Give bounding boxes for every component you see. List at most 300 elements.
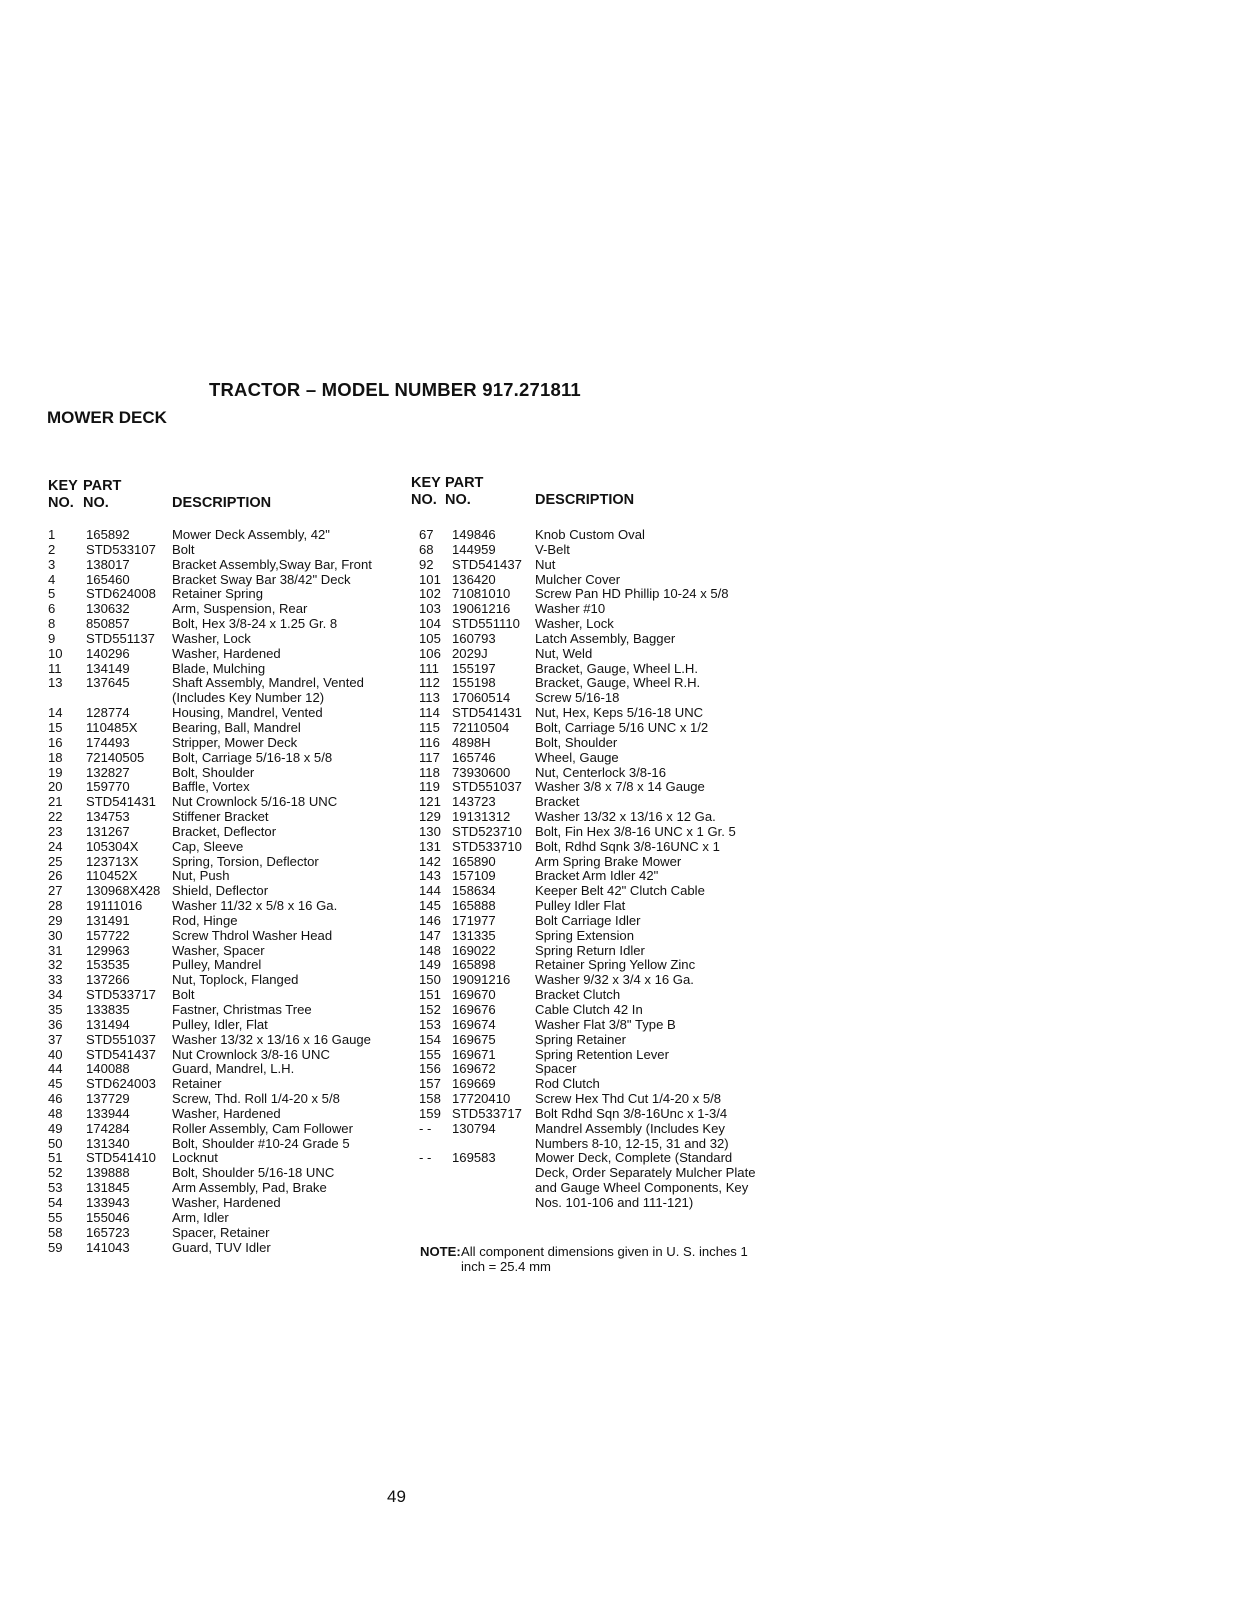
key-number: 26 — [48, 868, 63, 884]
table-row — [48, 973, 398, 988]
part-description: Bracket, Gauge, Wheel R.H. — [535, 675, 701, 691]
table-row — [419, 587, 759, 602]
part-description: Shaft Assembly, Mandrel, Vented (Includes Key Number 12) — [172, 675, 364, 706]
key-number: 25 — [48, 853, 63, 869]
description-header: DESCRIPTION — [172, 495, 272, 511]
part-description: Bolt — [172, 987, 195, 1003]
part-description: Nut Crownlock 5/16-18 UNC — [172, 794, 338, 810]
table-row — [48, 1151, 398, 1166]
part-number: 140088 — [86, 1061, 130, 1077]
table-row — [419, 810, 759, 825]
table-row — [419, 795, 759, 810]
part-description: Washer Flat 3/8" Type B — [535, 1016, 676, 1032]
part-number: 105304X — [86, 838, 139, 854]
table-row — [48, 1092, 398, 1107]
part-description: Cap, Sleeve — [172, 838, 244, 854]
key-number: 18 — [48, 749, 63, 765]
key-number: 154 — [419, 1031, 441, 1047]
part-number: 850857 — [86, 616, 130, 632]
part-description: Spacer — [535, 1061, 577, 1077]
part-number: 137266 — [86, 972, 130, 988]
key-number: 22 — [48, 809, 63, 825]
part-description: Washer 9/32 x 3/4 x 16 Ga. — [535, 972, 694, 988]
part-number: 171977 — [452, 912, 496, 928]
part-number: 19111016 — [86, 898, 143, 914]
part-number: 165746 — [452, 749, 496, 765]
table-row — [48, 662, 398, 677]
part-number: 169670 — [452, 987, 496, 1003]
part-description: V-Belt — [535, 541, 570, 557]
key-number: 3 — [48, 556, 56, 572]
part-number: 17060514 — [452, 690, 511, 706]
table-row — [419, 751, 759, 766]
table-row — [48, 1181, 398, 1196]
table-row — [48, 1107, 398, 1122]
part-description: Bolt, Carriage 5/16-18 x 5/8 — [172, 749, 333, 765]
key-number: 158 — [419, 1091, 441, 1107]
part-number: 130794 — [452, 1120, 496, 1136]
part-number: STD541437 — [452, 556, 522, 572]
part-description: Spring Retainer — [535, 1031, 626, 1047]
part-description: Spring, Torsion, Deflector — [172, 853, 319, 869]
table-row — [419, 825, 759, 840]
part-description: Arm Assembly, Pad, Brake — [172, 1180, 327, 1196]
table-row — [48, 855, 398, 870]
part-number: 133943 — [86, 1194, 130, 1210]
key-number: 149 — [419, 957, 441, 973]
part-description: Washer 13/32 x 13/16 x 16 Gauge — [172, 1031, 371, 1047]
key-number: 144 — [419, 883, 441, 899]
part-number: STD533717 — [86, 987, 156, 1003]
part-number: STD624008 — [86, 586, 156, 602]
table-row — [419, 1033, 759, 1048]
part-number: 131340 — [86, 1135, 130, 1151]
key-number: 13 — [48, 675, 63, 691]
key-header-no: NO. — [411, 492, 437, 508]
table-row — [419, 929, 759, 944]
part-description: Housing, Mandrel, Vented — [172, 705, 323, 721]
part-number: STD533107 — [86, 541, 156, 557]
part-number: 155046 — [86, 1209, 130, 1225]
part-number: STD533717 — [452, 1105, 522, 1121]
key-number: 46 — [48, 1091, 63, 1107]
key-number: 101 — [419, 571, 441, 587]
part-description: Screw Hex Thd Cut 1/4-20 x 5/8 — [535, 1091, 722, 1107]
key-number: 119 — [419, 779, 440, 795]
key-number: 6 — [48, 601, 56, 617]
part-number: STD551037 — [86, 1031, 156, 1047]
table-row — [419, 736, 759, 751]
key-header: KEY — [48, 478, 78, 494]
key-number: 5 — [48, 586, 56, 602]
table-row — [48, 676, 398, 706]
part-number: 73930600 — [452, 764, 511, 780]
part-description: Stiffener Bracket — [172, 809, 269, 825]
part-description: Bolt, Carriage 5/16 UNC x 1/2 — [535, 719, 709, 735]
table-row — [48, 573, 398, 588]
table-row — [48, 1196, 398, 1211]
table-row — [48, 988, 398, 1003]
part-description: Arm, Suspension, Rear — [172, 601, 308, 617]
part-number: 137729 — [86, 1091, 130, 1107]
key-number: 51 — [48, 1150, 63, 1166]
table-row — [48, 1137, 398, 1152]
table-row — [48, 647, 398, 662]
table-header — [411, 475, 759, 528]
part-number: 19131312 — [452, 809, 511, 825]
part-number: 141043 — [86, 1239, 130, 1255]
key-number: 131 — [419, 838, 441, 854]
part-description: Mower Deck, Complete (Standard Deck, Order Separately Mulcher Plate and Gauge Wheel Components, Key Nos. 101-106 and 111-121) — [535, 1150, 756, 1210]
part-description: Guard, Mandrel, L.H. — [172, 1061, 295, 1077]
table-row — [419, 780, 759, 795]
part-number: 165888 — [452, 898, 496, 914]
part-number: 131494 — [86, 1016, 130, 1032]
table-row — [48, 766, 398, 781]
part-number: 157722 — [86, 927, 130, 943]
part-description: Washer, Hardened — [172, 1105, 281, 1121]
key-number: 1 — [48, 527, 56, 542]
key-number: 105 — [419, 630, 441, 646]
key-number: 10 — [48, 645, 63, 661]
key-number: 155 — [419, 1046, 441, 1062]
key-number: - - — [419, 1120, 432, 1136]
table-row — [48, 825, 398, 840]
key-number: 145 — [419, 898, 441, 914]
key-number: 117 — [419, 749, 440, 765]
part-number: 136420 — [452, 571, 496, 587]
part-number: 169669 — [452, 1076, 496, 1092]
key-number: 24 — [48, 838, 63, 854]
part-description: Arm Spring Brake Mower — [535, 853, 682, 869]
key-number: 8 — [48, 616, 56, 632]
part-number: 110485X — [86, 719, 138, 735]
part-number: STD523710 — [452, 823, 522, 839]
key-number: 112 — [419, 675, 440, 691]
table-row — [419, 1018, 759, 1033]
part-number: 128774 — [86, 705, 130, 721]
key-number: 30 — [48, 927, 63, 943]
table-row — [48, 1166, 398, 1181]
key-number: 68 — [419, 541, 434, 557]
part-number: 134753 — [86, 809, 130, 825]
part-description: Pulley, Mandrel — [172, 957, 262, 973]
part-description: Washer, Lock — [172, 630, 251, 646]
table-row — [419, 1122, 759, 1152]
key-number: 157 — [419, 1076, 441, 1092]
part-number: 17720410 — [452, 1091, 511, 1107]
key-number: 2 — [48, 541, 56, 557]
key-number: 116 — [419, 734, 440, 750]
part-number: 134149 — [86, 660, 130, 676]
part-description: Washer, Spacer — [172, 942, 265, 958]
part-number: STD541431 — [86, 794, 156, 810]
key-number: 92 — [419, 556, 434, 572]
part-number: 130632 — [86, 601, 130, 617]
part-description: Rod Clutch — [535, 1076, 600, 1092]
table-row — [419, 869, 759, 884]
table-row — [48, 1211, 398, 1226]
part-number: 129963 — [86, 942, 130, 958]
key-number: 58 — [48, 1224, 63, 1240]
part-number: 153535 — [86, 957, 130, 973]
part-number: 130968X428 — [86, 883, 161, 899]
table-row — [419, 988, 759, 1003]
key-header: KEY — [411, 475, 441, 491]
section-title: MOWER DECK — [47, 408, 167, 427]
part-number: 72140505 — [86, 749, 145, 765]
part-description: Mower Deck Assembly, 42" — [172, 527, 330, 542]
part-description: Bolt, Hex 3/8-24 x 1.25 Gr. 8 — [172, 616, 338, 632]
table-row — [48, 780, 398, 795]
part-number: 4898H — [452, 734, 491, 750]
part-number: 174493 — [86, 734, 130, 750]
key-number: 23 — [48, 823, 63, 839]
page-title: TRACTOR – MODEL NUMBER 917.271811 — [209, 379, 581, 400]
part-description: Bracket Clutch — [535, 987, 621, 1003]
part-description: Rod, Hinge — [172, 912, 238, 928]
key-number: 106 — [419, 645, 441, 661]
table-row — [48, 958, 398, 973]
part-number: 131267 — [86, 823, 130, 839]
key-number: 40 — [48, 1046, 63, 1062]
note — [420, 1245, 750, 1275]
part-description: Pulley Idler Flat — [535, 898, 626, 914]
part-description: Screw Thdrol Washer Head — [172, 927, 333, 943]
key-number: 114 — [419, 705, 440, 721]
part-description: Mulcher Cover — [535, 571, 621, 587]
part-number: 133944 — [86, 1105, 130, 1121]
key-number: 152 — [419, 1002, 441, 1017]
part-description: Bracket, Deflector — [172, 823, 277, 839]
table-row — [419, 662, 759, 677]
part-number: 139888 — [86, 1165, 130, 1181]
part-description: Latch Assembly, Bagger — [535, 630, 676, 646]
key-number: 55 — [48, 1209, 63, 1225]
key-number: 52 — [48, 1165, 63, 1181]
table-row — [419, 647, 759, 662]
part-number: 155198 — [452, 675, 496, 691]
part-description: Washer 3/8 x 7/8 x 14 Gauge — [535, 779, 705, 795]
part-number: 169675 — [452, 1031, 496, 1047]
key-header-no: NO. — [48, 495, 74, 511]
table-row — [419, 884, 759, 899]
part-description: Bolt Rdhd Sqn 3/8-16Unc x 1-3/4 — [535, 1105, 728, 1121]
part-number: STD533710 — [452, 838, 522, 854]
table-row — [419, 944, 759, 959]
table-row — [48, 736, 398, 751]
part-description: Washer, Lock — [535, 616, 614, 632]
key-number: 159 — [419, 1105, 441, 1121]
part-number: 2029J — [452, 645, 488, 661]
page-number: 49 — [387, 1487, 406, 1506]
key-number: 21 — [48, 794, 63, 810]
part-description: Screw Pan HD Phillip 10-24 x 5/8 — [535, 586, 729, 602]
part-description: Nut, Toplock, Flanged — [172, 972, 299, 988]
key-number: 129 — [419, 809, 441, 825]
table-row — [48, 587, 398, 602]
key-number: 49 — [48, 1120, 63, 1136]
part-number: 155197 — [452, 660, 496, 676]
part-description: Spring Extension — [535, 927, 634, 943]
table-row — [419, 899, 759, 914]
note-label: NOTE: — [420, 1244, 461, 1259]
table-row — [419, 691, 759, 706]
key-number: 4 — [48, 571, 56, 587]
key-number: 36 — [48, 1016, 63, 1032]
part-description: Spring Retention Lever — [535, 1046, 669, 1062]
table-row — [419, 840, 759, 855]
key-number: 31 — [48, 942, 63, 958]
part-number: 149846 — [452, 527, 496, 542]
part-number: 137645 — [86, 675, 130, 691]
key-number: 104 — [419, 616, 441, 632]
part-description: Fastner, Christmas Tree — [172, 1002, 312, 1017]
part-number: 169672 — [452, 1061, 496, 1077]
part-description: Stripper, Mower Deck — [172, 734, 298, 750]
part-description: Bolt, Shoulder 5/16-18 UNC — [172, 1165, 335, 1181]
part-number: 138017 — [86, 556, 130, 572]
part-number: 169674 — [452, 1016, 496, 1032]
part-description: Keeper Belt 42" Clutch Cable — [535, 883, 705, 899]
part-description: Washer, Hardened — [172, 1194, 281, 1210]
key-number: 156 — [419, 1061, 441, 1077]
part-number: 165892 — [86, 527, 130, 542]
key-number: 32 — [48, 957, 63, 973]
part-number: 169676 — [452, 1002, 496, 1017]
key-number: 28 — [48, 898, 63, 914]
part-number: 131335 — [452, 927, 496, 943]
table-row — [419, 1048, 759, 1063]
part-description: Washer 13/32 x 13/16 x 12 Ga. — [535, 809, 716, 825]
part-number: 71081010 — [452, 586, 511, 602]
part-number: 140296 — [86, 645, 130, 661]
part-description: Roller Assembly, Cam Follower — [172, 1120, 353, 1136]
part-description: Retainer Spring — [172, 586, 263, 602]
part-description: Nut, Centerlock 3/8-16 — [535, 764, 667, 780]
part-number: 158634 — [452, 883, 496, 899]
table-row — [48, 1018, 398, 1033]
part-description: Nut, Weld — [535, 645, 593, 661]
part-description: Blade, Mulching — [172, 660, 266, 676]
part-number: 165723 — [86, 1224, 130, 1240]
part-number: STD551110 — [452, 616, 520, 632]
key-number: 19 — [48, 764, 63, 780]
table-row — [419, 602, 759, 617]
table-row — [419, 1151, 759, 1210]
table-row — [48, 1241, 398, 1256]
part-number: 133835 — [86, 1002, 130, 1017]
key-number: 151 — [419, 987, 441, 1003]
part-number: 131491 — [86, 912, 130, 928]
table-row — [48, 1033, 398, 1048]
key-number: 34 — [48, 987, 63, 1003]
part-header-no: NO. — [445, 492, 471, 508]
key-number: 150 — [419, 972, 441, 988]
key-number: 15 — [48, 719, 63, 735]
key-number: 53 — [48, 1180, 63, 1196]
table-row — [48, 810, 398, 825]
part-description: Bracket — [535, 794, 580, 810]
part-description: Spacer, Retainer — [172, 1224, 270, 1240]
part-description: Bolt — [172, 541, 195, 557]
key-number: 27 — [48, 883, 63, 899]
key-number: 143 — [419, 868, 441, 884]
part-description: Bolt, Shoulder #10-24 Grade 5 — [172, 1135, 350, 1151]
part-description: Bolt, Shoulder — [172, 764, 255, 780]
table-row — [48, 840, 398, 855]
part-description: Washer, Hardened — [172, 645, 281, 661]
key-number: 103 — [419, 601, 441, 617]
key-number: 113 — [419, 690, 440, 706]
part-description: Mandrel Assembly (Includes Key Numbers 8-10, 12-15, 31 and 32) — [535, 1120, 729, 1151]
table-row — [419, 706, 759, 721]
part-description: Knob Custom Oval — [535, 527, 645, 542]
table-row — [48, 543, 398, 558]
table-row — [419, 1003, 759, 1018]
key-number: 121 — [419, 794, 441, 810]
key-number: 153 — [419, 1016, 441, 1032]
key-number: 48 — [48, 1105, 63, 1121]
part-description: Washer #10 — [535, 601, 606, 617]
part-description: Retainer Spring Yellow Zinc — [535, 957, 696, 973]
table-row — [419, 914, 759, 929]
key-number: 148 — [419, 942, 441, 958]
part-number: STD551037 — [452, 779, 522, 795]
table-row — [419, 1092, 759, 1107]
key-number: 147 — [419, 927, 441, 943]
part-description: Bracket Arm Idler 42" — [535, 868, 659, 884]
table-row — [419, 543, 759, 558]
table-row — [419, 766, 759, 781]
part-description: Shield, Deflector — [172, 883, 269, 899]
key-number: 45 — [48, 1076, 63, 1092]
key-number: 16 — [48, 734, 63, 750]
part-number: 143723 — [452, 794, 496, 810]
part-description: Nut, Hex, Keps 5/16-18 UNC — [535, 705, 704, 721]
table-row — [48, 1048, 398, 1063]
table-row — [419, 721, 759, 736]
table-row — [419, 558, 759, 573]
table-row — [419, 958, 759, 973]
table-row — [48, 869, 398, 884]
part-description: Nut, Push — [172, 868, 230, 884]
key-number: 102 — [419, 586, 441, 602]
part-number: 19061216 — [452, 601, 511, 617]
part-number: 144959 — [452, 541, 496, 557]
description-header: DESCRIPTION — [535, 492, 635, 508]
part-number: 110452X — [86, 868, 138, 884]
part-number: STD541410 — [86, 1150, 156, 1166]
table-row — [48, 914, 398, 929]
part-description: Bolt, Fin Hex 3/8-16 UNC x 1 Gr. 5 — [535, 823, 736, 839]
part-description: Pulley, Idler, Flat — [172, 1016, 268, 1032]
table-row — [48, 1226, 398, 1241]
table-row — [48, 929, 398, 944]
table-row — [48, 1077, 398, 1092]
parts-table-left — [48, 478, 398, 1255]
key-number: 142 — [419, 853, 441, 869]
part-number: 169671 — [452, 1046, 496, 1062]
part-number: 157109 — [452, 868, 496, 884]
part-number: 174284 — [86, 1120, 130, 1136]
key-number: 33 — [48, 972, 63, 988]
part-number: 123713X — [86, 853, 139, 869]
table-row — [419, 573, 759, 588]
key-number: 146 — [419, 912, 441, 928]
key-number: 115 — [419, 719, 440, 735]
part-number: 169022 — [452, 942, 496, 958]
